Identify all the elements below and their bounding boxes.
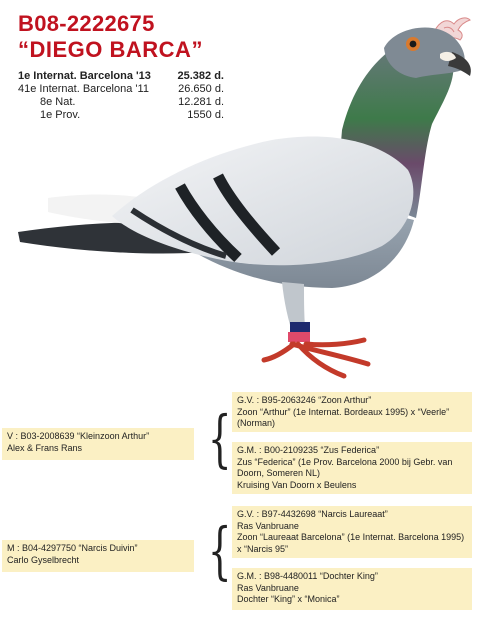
result-label: 41e Internat. Barcelona '11: [18, 83, 149, 95]
bird-name: “DIEGO BARCA”: [18, 37, 203, 62]
sire-box: [2, 428, 194, 460]
dam-brace: {: [207, 514, 232, 587]
pedigree-line: Ras Vanbruane: [237, 582, 299, 593]
racing-pigeon-image: [12, 20, 482, 382]
pedigree-line: G.V. : B97-4432698 “Narcis Laureaat”: [237, 509, 388, 519]
pedigree-line: G.M. : B00-2109235 “Zus Federica”: [237, 445, 380, 455]
pedigree-line: Doorn, Someren NL): [237, 468, 321, 478]
result-label: 1e Prov.: [40, 109, 81, 121]
sire-line: V : B03-2008639 “Kleinzoon Arthur”: [7, 431, 150, 441]
dam-grandfather-box: [232, 506, 472, 558]
pedigree-line: Kruising Van Doorn x Beulens: [237, 479, 357, 490]
result-value: 12.281 d.: [178, 96, 224, 108]
sire-grandmother-box: [232, 442, 472, 494]
dam-grandmother-box: [232, 568, 472, 610]
sire-line: Alex & Frans Rans: [7, 442, 83, 453]
dam-line: Carlo Gyselbrecht: [7, 554, 80, 565]
pedigree-line: G.M. : B98-4480011 “Dochter King”: [237, 571, 378, 581]
pedigree-line: x “Narcis 95”: [237, 543, 289, 554]
sire-grandfather-box: [232, 392, 472, 432]
pedigree-line: G.V. : B95-2063246 “Zoon Arthur”: [237, 395, 372, 405]
result-label: 1e Internat. Barcelona '13: [18, 70, 151, 82]
pedigree-line: Zoon “Laureaat Barcelona” (1e Internat. Barcelona 1995): [237, 532, 465, 542]
result-value: 1550 d.: [187, 109, 224, 121]
ring-number: B08-2222675: [18, 11, 155, 36]
pedigree-line: Zoon “Arthur” (1e Internat. Bordeaux 1995) x “Veerle”: [237, 406, 450, 417]
result-label: 8e Nat.: [40, 96, 76, 108]
pedigree-line: Ras Vanbruane: [237, 520, 299, 531]
sire-brace: {: [207, 402, 232, 475]
result-value: 26.650 d.: [178, 83, 224, 95]
dam-line: M : B04-4297750 “Narcis Duivin”: [7, 543, 138, 553]
pedigree-line: Dochter “King” x “Monica”: [237, 594, 340, 604]
result-value: 25.382 d.: [177, 70, 224, 82]
pedigree-line: (Norman): [237, 418, 276, 428]
pedigree-line: Zus “Federica” (1e Prov. Barcelona 2000 bij Gebr. van: [237, 456, 453, 467]
dam-box: [2, 540, 194, 572]
